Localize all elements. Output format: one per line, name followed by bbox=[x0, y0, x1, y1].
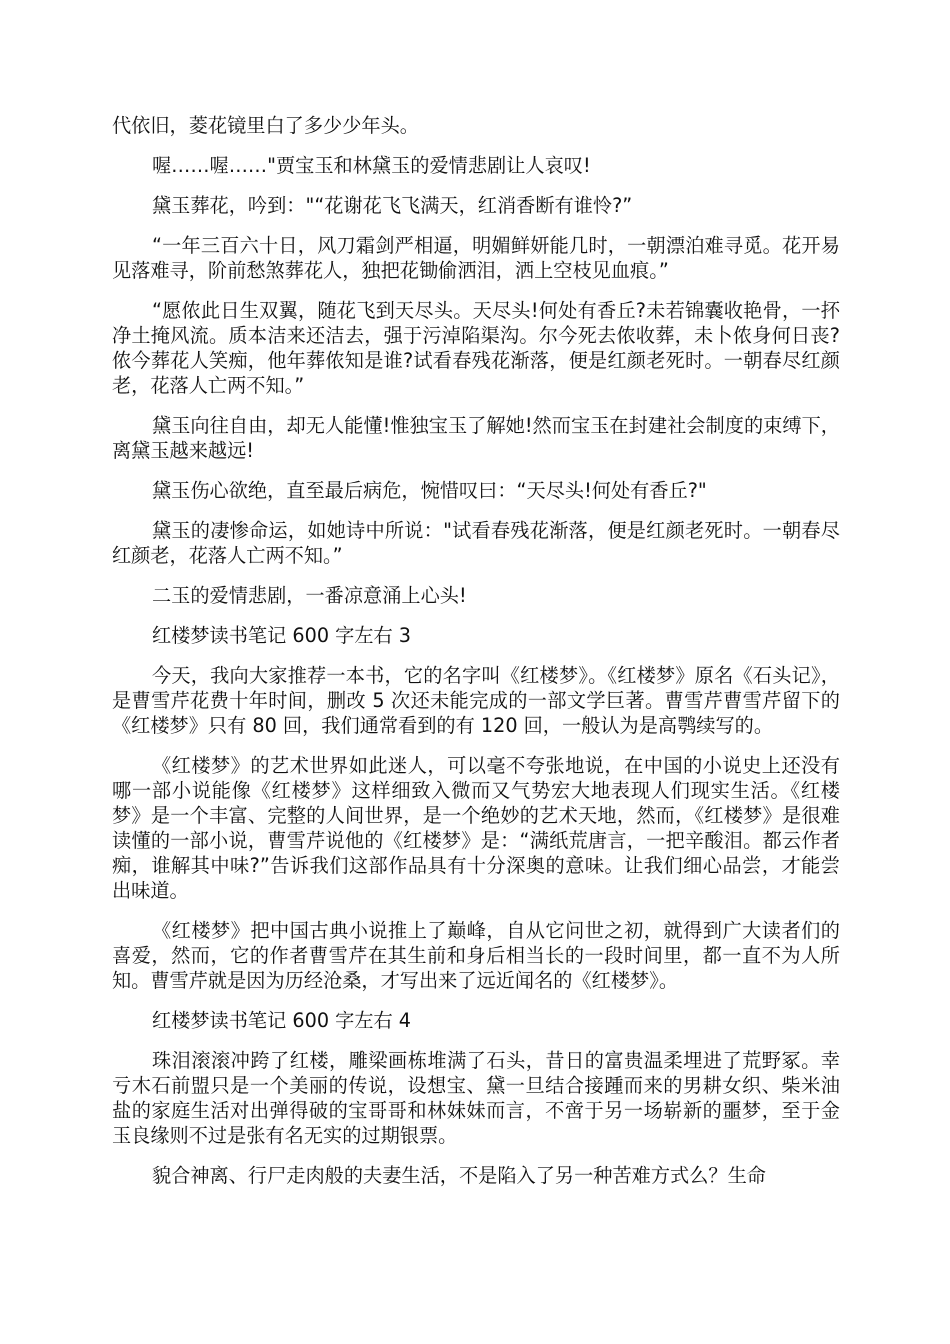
paragraph: 二玉的爱情悲剧，一番凉意涌上心头! bbox=[152, 584, 467, 607]
paragraph: 黛玉的凄惨命运，如她诗中所说："试看春残花渐落，便是红颜老死时。一朝春尽红颜老，花落人亡两不知。” bbox=[112, 519, 840, 567]
paragraph: 《红楼梦》的艺术世界如此迷人，可以毫不夸张地说，在中国的小说史上还没有哪一部小说能像《红楼梦》这样细致入微而又气势宏大地表现人们现实生活。《红楼梦》是一个丰富、完整的人间世界，是一个绝妙的艺术天地，然而，《红楼梦》是很难读懂的一部小说，曹雪芹说他的《红楼梦》是：“满纸荒唐言，一把辛酸泪。都云作者痴，谁解其中味?”告诉我们这部作品具有十分深奥的意味。让我们细心品尝，才能尝出味道。 bbox=[112, 754, 840, 902]
paragraph: 貌合神离、行尸走肉般的夫妻生活，不是陷入了另一种苦难方式么？生命 bbox=[152, 1164, 766, 1187]
paragraph: 珠泪滚滚冲跨了红楼，雕梁画栋堆满了石头，昔日的富贵温柔埋进了荒野冢。幸亏木石前盟只是一个美丽的传说，设想宝、黛一旦结合接踵而来的男耕女织、柴米油盐的家庭生活对出弹得破的宝哥哥和林妹妹而言，不啻于另一场崭新的噩梦，至于金玉良缘则不过是张有名无实的过期银票。 bbox=[112, 1049, 840, 1147]
paragraph: 今天，我向大家推荐一本书，它的名字叫《红楼梦》。《红楼梦》原名《石头记》，是曹雪芹花费十年时间，删改 5 次还未能完成的一部文学巨著。曹雪芹曹雪芹留下的《红楼梦》只有 80 回，我们通常看到的有 120 回，一般认为是高鹗续写的。 bbox=[112, 664, 840, 737]
section-heading: 红楼梦读书笔记 600 字左右 4 bbox=[152, 1009, 412, 1032]
document-page bbox=[112, 113, 840, 1203]
paragraph: 黛玉伤心欲绝，直至最后病危，惋惜叹曰：“天尽头!何处有香丘?" bbox=[152, 479, 707, 502]
paragraph-continued: 代依旧，菱花镜里白了多少少年头。 bbox=[112, 114, 419, 137]
section-heading: 红楼梦读书笔记 600 字左右 3 bbox=[152, 624, 412, 647]
paragraph: 黛玉葬花，吟到："“花谢花飞飞满天，红消香断有谁怜?” bbox=[152, 194, 633, 217]
paragraph: 黛玉向往自由，却无人能懂!惟独宝玉了解她!然而宝玉在封建社会制度的束缚下，离黛玉越来越远! bbox=[112, 414, 840, 462]
poem-paragraph: “愿侬此日生双翼，随花飞到天尽头。天尽头!何处有香丘?未若锦囊收艳骨，一抔净土掩风流。质本洁来还洁去，强于污淖陷渠沟。尔今死去侬收葬，未卜侬身何日丧?侬今葬花人笑痴，他年葬侬知是谁?试看春残花渐落，便是红颜老死时。一朝春尽红颜老，花落人亡两不知。” bbox=[112, 299, 840, 397]
paragraph: 《红楼梦》把中国古典小说推上了巅峰，自从它问世之初，就得到广大读者们的喜爱，然而，它的作者曹雪芹在其生前和身后相当长的一段时间里，都一直不为人所知。曹雪芹就是因为历经沧桑，才写出来了远近闻名的《红楼梦》。 bbox=[112, 919, 840, 992]
paragraph: 喔……喔……"贾宝玉和林黛玉的爱情悲剧让人哀叹! bbox=[152, 154, 591, 177]
poem-paragraph: “一年三百六十日，风刀霜剑严相逼，明媚鲜妍能几时，一朝漂泊难寻觅。花开易见落难寻，阶前愁煞葬花人，独把花锄偷洒泪，洒上空枝见血痕。” bbox=[112, 234, 840, 282]
